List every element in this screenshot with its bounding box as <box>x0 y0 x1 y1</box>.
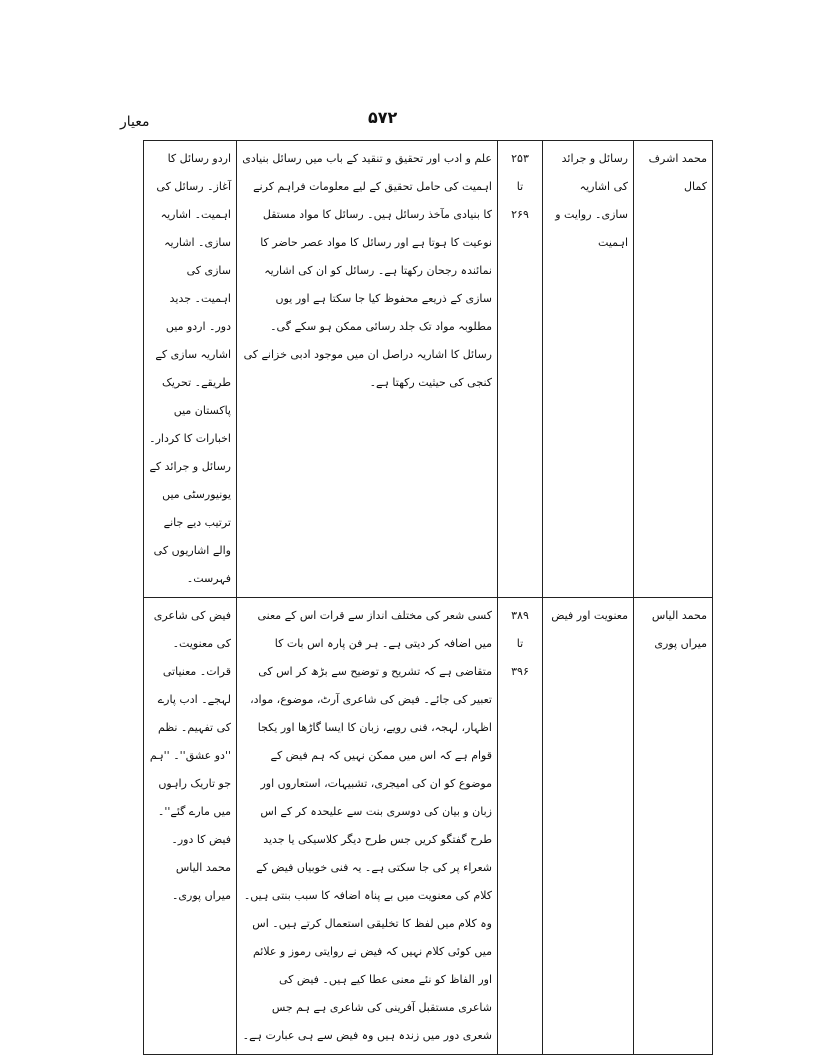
keywords-cell: اردو رسائل کا آغاز۔ رسائل کی اہمیت۔ اشاریہ سازی۔ اشاریہ سازی کی اہمیت۔ جدید دور۔ اردو میں اشاریہ سازی کے طریقے۔ تحریک پاکستان میں اخبارات کا کردار۔ رسائل و جرائد کے یونیورسٹی میں ترتیب دیے جانے والے اشاریوں کی فہرست۔ <box>144 141 237 598</box>
page-to: تا <box>516 637 524 650</box>
summary-cell: کسی شعر کی مختلف انداز سے قرات اس کے معنی میں اضافہ کر دیتی ہے۔ ہر فن پارہ اس بات کا متقاضی ہے کہ تشریح و توضیح سے بڑھ کر اس کی تعبیر کی جائے۔ فیض کی شاعری آرٹ، موضوع، مواد، اظہار، لہجہ، فنی رویے، زبان کا ایسا گاڑھا اور یکجا قوام ہے کہ اس میں ممکن نہیں کہ ہم فیض کے موضوع کو ان کی امیجری، تشبیہات، استعاروں اور زبان و بیان کی دوسری بنت سے علیحدہ کر کے اس طرح گفتگو کریں جس طرح دیگر کلاسیکی یا جدید شعراء پر کی جا سکتی ہے۔ یہ فنی خوبیاں فیض کے کلام کی معنویت میں بے پناہ اضافہ کا سبب بنتی ہیں۔ وہ کلام میں لفظ کا تخلیقی استعمال کرتے ہیں۔ اس میں کوئی کلام نہیں کہ فیض نے روایتی رموز و علائم اور الفاظ کو نئے معنی عطا کیے ہیں۔ فیض کی شاعری مستقبل آفرینی کی شاعری ہے ہم جس شعری دور میں زندہ ہیں وہ فیض سے ہی عبارت ہے۔ <box>237 598 498 1055</box>
article-title-cell: رسائل و جرائد کی اشاریہ سازی۔ روایت و اہمیت <box>543 141 634 598</box>
keywords-cell: فیض کی شاعری کی معنویت۔ قرات۔ معنیاتی لہجے۔ ادب پارے کی تفہیم۔ نظم ''دو عشق''۔ ''ہم جو تاریک راہوں میں مارے گئے''۔ فیض کا دور۔ محمد الیاس میراں پوری۔ <box>144 598 237 1055</box>
summary-cell: علم و ادب اور تحقیق و تنقید کے باب میں رسائل بنیادی اہمیت کی حامل تحقیق کے لیے معلومات فراہم کرنے کا بنیادی مآخذ رسائل ہیں۔ رسائل کا مواد مستقل نوعیت کا ہوتا ہے اور رسائل کا مواد عصر حاضر کا نمائندہ رجحان رکھتا ہے۔ رسائل کو ان کی اشاریہ سازی کے ذریعے محفوظ کیا جا سکتا ہے اور یوں مطلوبہ مواد تک جلد رسائی ممکن ہو سکے گی۔ رسائل کا اشاریہ دراصل ان میں موجود ادبی خزانے کی کنجی کی حیثیت رکھتا ہے۔ <box>237 141 498 598</box>
article-title-cell: معنویت اور فیض <box>543 598 634 1055</box>
page-range-cell <box>498 141 543 598</box>
journal-title: معیار <box>120 114 150 130</box>
page-start: ۲۵۳ <box>511 152 529 165</box>
author-cell: محمد اشرف کمال <box>634 141 713 598</box>
article-index-table <box>143 140 713 1055</box>
page-end: ۳۹۶ <box>511 665 529 678</box>
author-cell: محمد الیاس میراں پوری <box>634 598 713 1055</box>
page-end: ۲۶۹ <box>511 208 529 221</box>
table-row <box>144 141 713 598</box>
page-range-cell <box>498 598 543 1055</box>
page-to: تا <box>516 180 524 193</box>
page-start: ۳۸۹ <box>511 609 529 622</box>
page-number: ۵۷۲ <box>368 108 398 127</box>
table-row <box>144 598 713 1055</box>
